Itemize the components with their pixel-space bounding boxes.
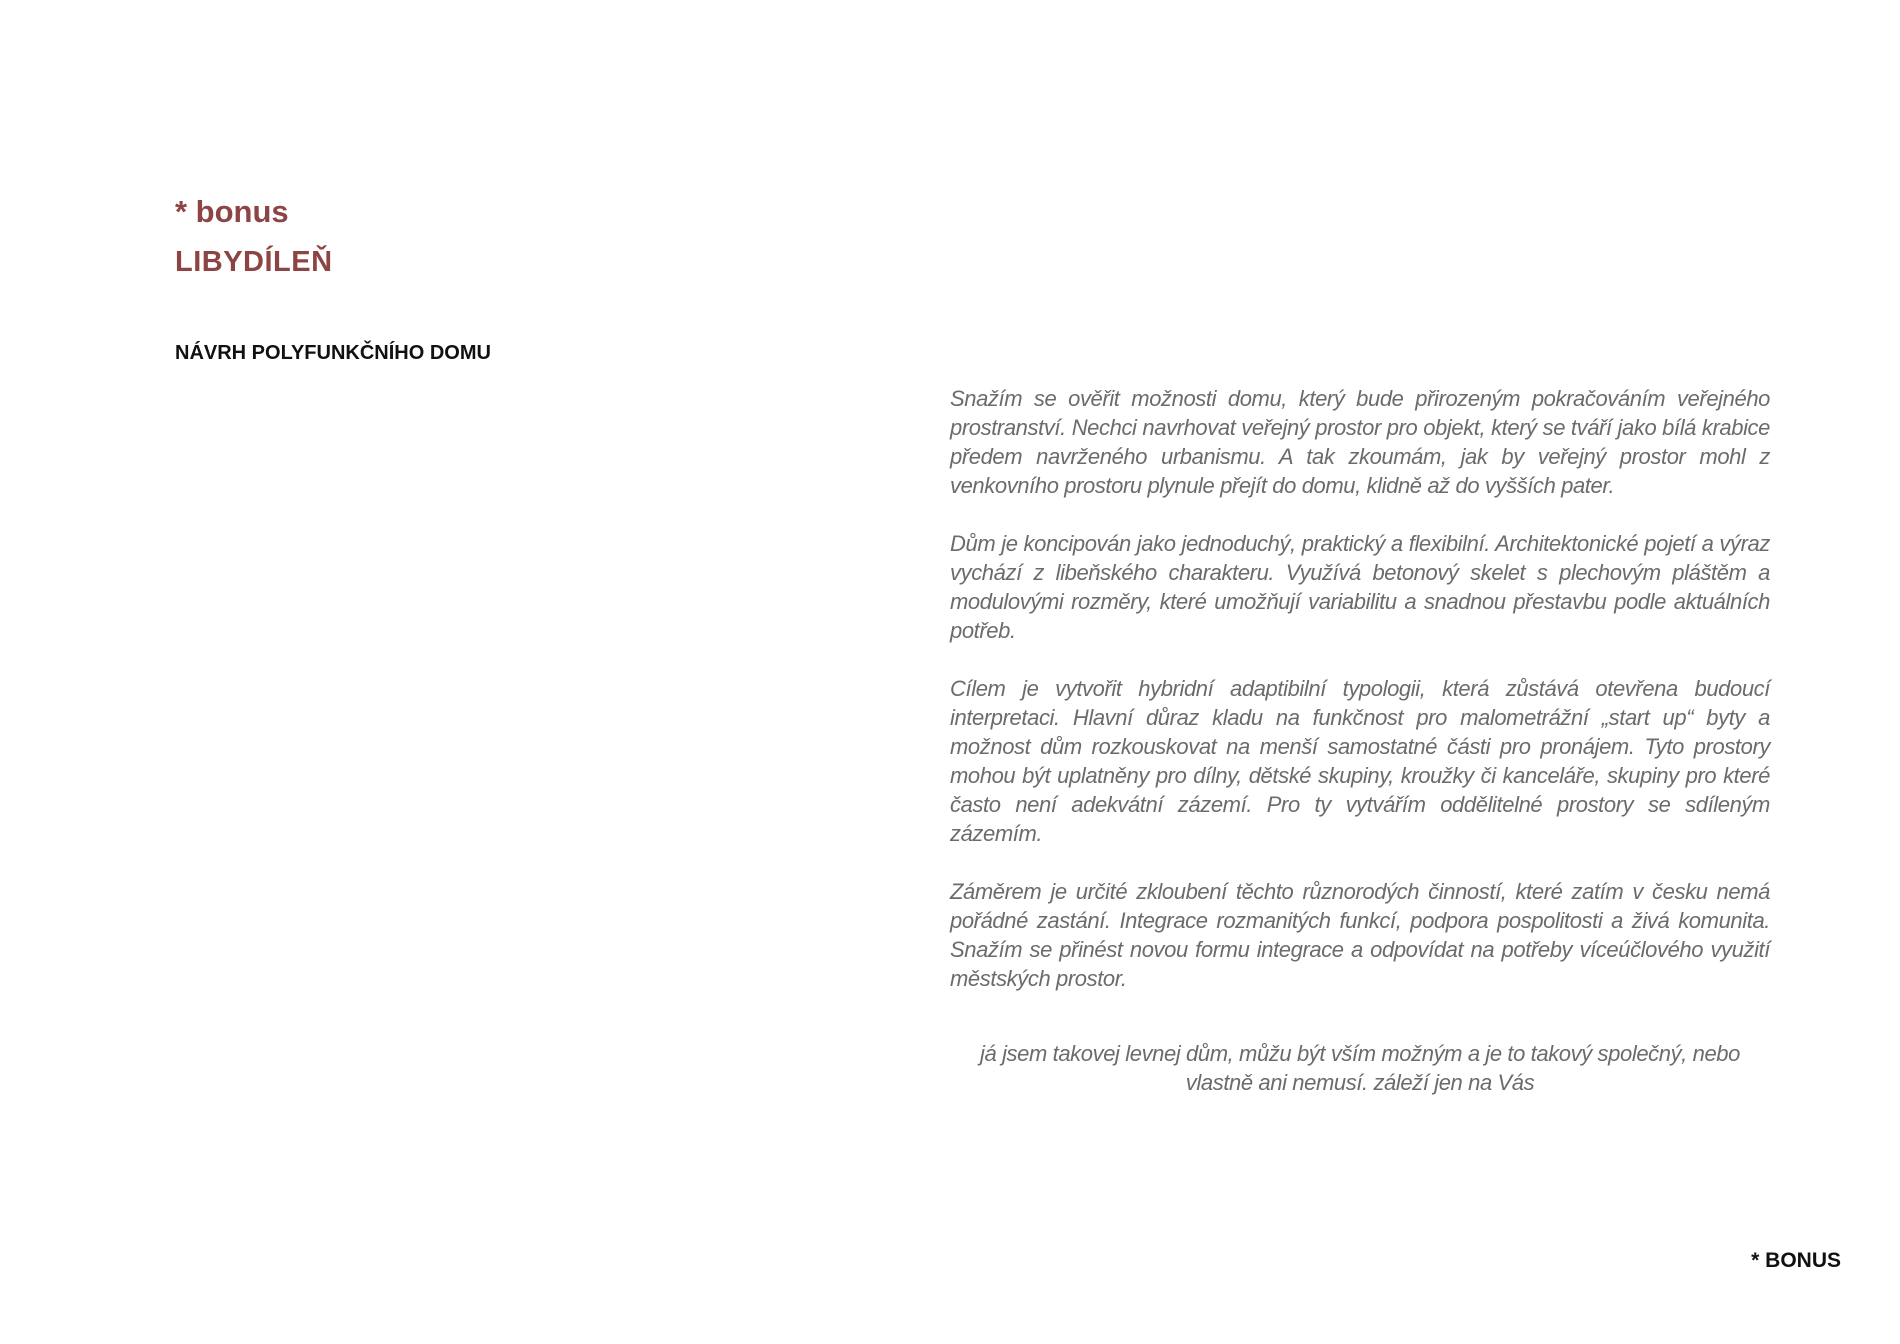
header-block — [175, 192, 333, 282]
description-text — [950, 384, 1770, 1022]
paragraph: Záměrem je určité zkloubení těchto různorodých činností, které zatím v česku nemá pořádné zastání. Integrace rozmanitých funkcí, podpora pospolitosti a živá komunita. Snažím se přinést novou formu integrace a odpovídat na potřeby víceúčlového využití městských prostor. — [950, 879, 1770, 991]
footer-label: * BONUS — [1751, 1249, 1841, 1272]
closing-quote: já jsem takovej levnej dům, můžu být vším možným a je to takový společný, nebo vlastně ani nemusí. záleží jen na Vás — [980, 1041, 1740, 1095]
section-label: * bonus — [175, 194, 289, 229]
paragraph: Dům je koncipován jako jednoduchý, praktický a flexibilní. Architektonické pojetí a výraz vychází z libeňského charakteru. Využívá betonový skelet s plechovým pláštěm a modulovými rozměry, které umožňují variabilitu a snadnou přestavbu podle aktuálních potřeb. — [950, 531, 1770, 643]
paragraph: Cílem je vytvořit hybridní adaptibilní typologii, která zůstává otevřena budoucí interpretaci. Hlavní důraz kladu na funkčnost pro malometrážní „start up“ byty a možnost dům rozkouskovat na menší samostatné části pro pronájem. Tyto prostory mohou být uplatněny pro dílny, dětské skupiny, kroužky či kanceláře, skupiny pro které často není adekvátní zázemí. Pro ty vytvářím oddělitelné prostory se sdíleným zázemím. — [950, 676, 1770, 846]
subtitle: NÁVRH POLYFUNKČNÍHO DOMU — [175, 342, 491, 364]
project-title: LIBYDÍLEŇ — [175, 246, 333, 278]
paragraph: Snažím se ověřit možnosti domu, který bude přirozeným pokračováním veřejného prostranství. Nechci navrhovat veřejný prostor pro objekt, který se tváří jako bílá krabice předem navrženého urbanismu. A tak zkoumám, jak by veřejný prostor mohl z venkovního prostoru plynule přejít do domu, klidně až do vyšších pater. — [950, 386, 1770, 498]
